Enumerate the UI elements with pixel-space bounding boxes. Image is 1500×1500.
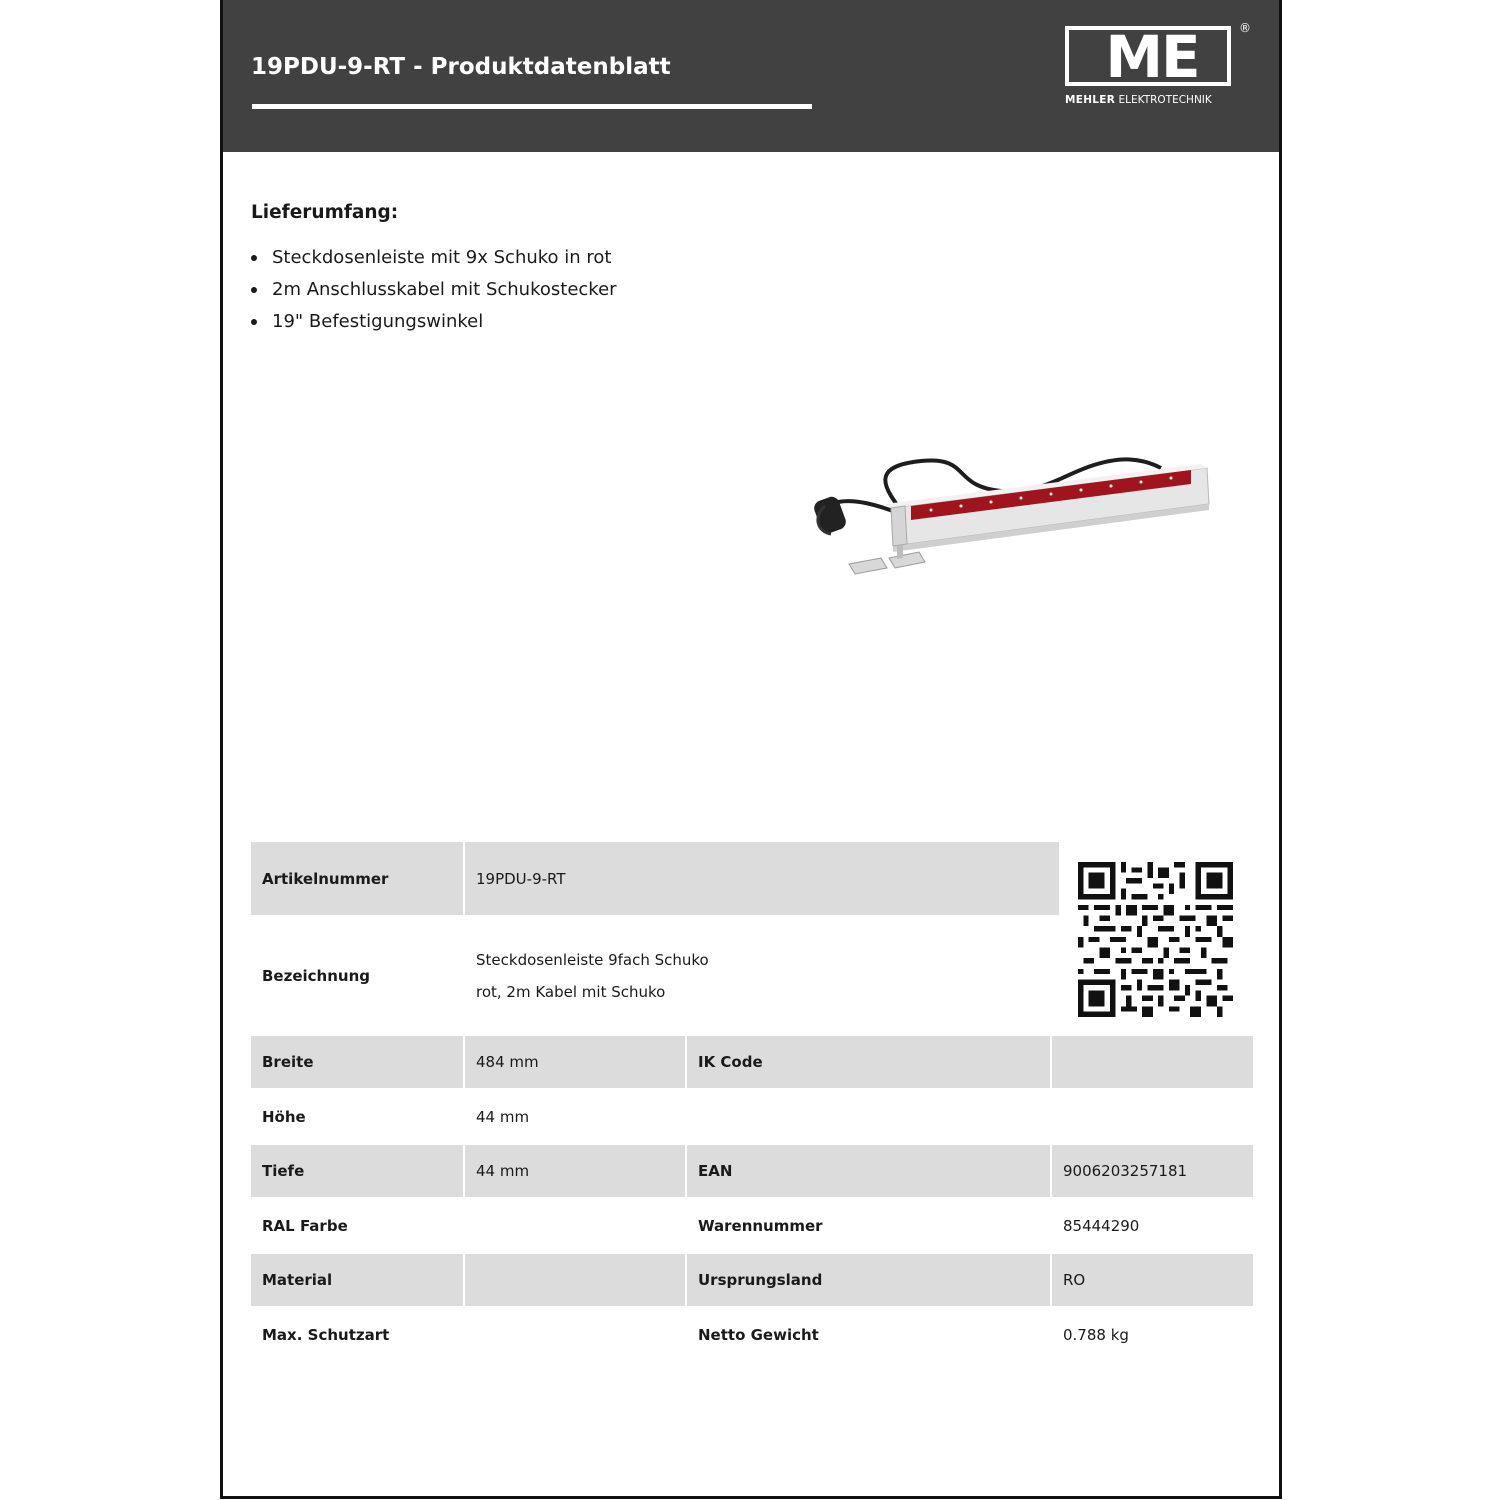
- qr-code-icon: [1078, 862, 1233, 1017]
- label-tiefe: Tiefe: [251, 1145, 463, 1197]
- value-ean: 9006203257181: [1052, 1145, 1253, 1197]
- logo-sub: ELEKTROTECHNIK: [1118, 94, 1212, 106]
- label-material: Material: [251, 1254, 463, 1306]
- value-artikelnummer: 19PDU-9-RT: [465, 842, 1059, 915]
- logo-subtitle: [1065, 94, 1212, 106]
- list-item: 19" Befestigungswinkel: [251, 306, 617, 338]
- bezeichnung-line-2: rot, 2m Kabel mit Schuko: [476, 983, 666, 1001]
- label-netto-gewicht: Netto Gewicht: [698, 1325, 819, 1344]
- page-title: 19PDU-9-RT - Produktdatenblatt: [251, 54, 671, 80]
- value-ursprungsland: RO: [1052, 1254, 1253, 1306]
- value-max-schutzart: [465, 1308, 685, 1361]
- value-hoehe: 44 mm: [476, 1107, 530, 1126]
- logo-letters: ME: [1105, 23, 1199, 91]
- value-breite: 484 mm: [465, 1036, 685, 1088]
- logo-frame: [1065, 23, 1231, 91]
- label-hoehe: Höhe: [262, 1107, 306, 1126]
- label-breite: Breite: [251, 1036, 463, 1088]
- mehler-logo: [1063, 21, 1251, 116]
- value-bezeichnung: [465, 917, 1059, 1035]
- label-ik-code: IK Code: [687, 1036, 1050, 1088]
- datasheet-page: [220, 0, 1282, 1499]
- value-ral-farbe: [465, 1199, 685, 1252]
- power-strip-photo: [811, 446, 1221, 596]
- value-ik-code: [1052, 1036, 1253, 1088]
- logo-brand: MEHLER: [1065, 94, 1116, 106]
- label-ral-farbe: RAL Farbe: [262, 1216, 348, 1235]
- bezeichnung-line-1: Steckdosenleiste 9fach Schuko: [476, 951, 709, 969]
- header-bar: [223, 0, 1279, 152]
- list-item: 2m Anschlusskabel mit Schukostecker: [251, 274, 617, 306]
- label-ean: EAN: [687, 1145, 1050, 1197]
- label-warennummer: Warennummer: [698, 1216, 823, 1235]
- list-item: Steckdosenleiste mit 9x Schuko in rot: [251, 242, 617, 274]
- label-ursprungsland: Ursprungsland: [687, 1254, 1050, 1306]
- value-tiefe: 44 mm: [465, 1145, 685, 1197]
- registered-mark: ®: [1239, 21, 1251, 35]
- scope-heading: Lieferumfang:: [251, 202, 399, 223]
- label-artikelnummer: Artikelnummer: [251, 842, 463, 915]
- label-max-schutzart: Max. Schutzart: [262, 1325, 390, 1344]
- value-netto-gewicht: 0.788 kg: [1063, 1325, 1129, 1344]
- label-bezeichnung: Bezeichnung: [262, 967, 370, 985]
- value-warennummer: 85444290: [1063, 1216, 1140, 1235]
- value-material: [465, 1254, 685, 1306]
- title-underline: [252, 104, 812, 109]
- spec-table: [251, 842, 1253, 1372]
- scope-list: [251, 242, 617, 338]
